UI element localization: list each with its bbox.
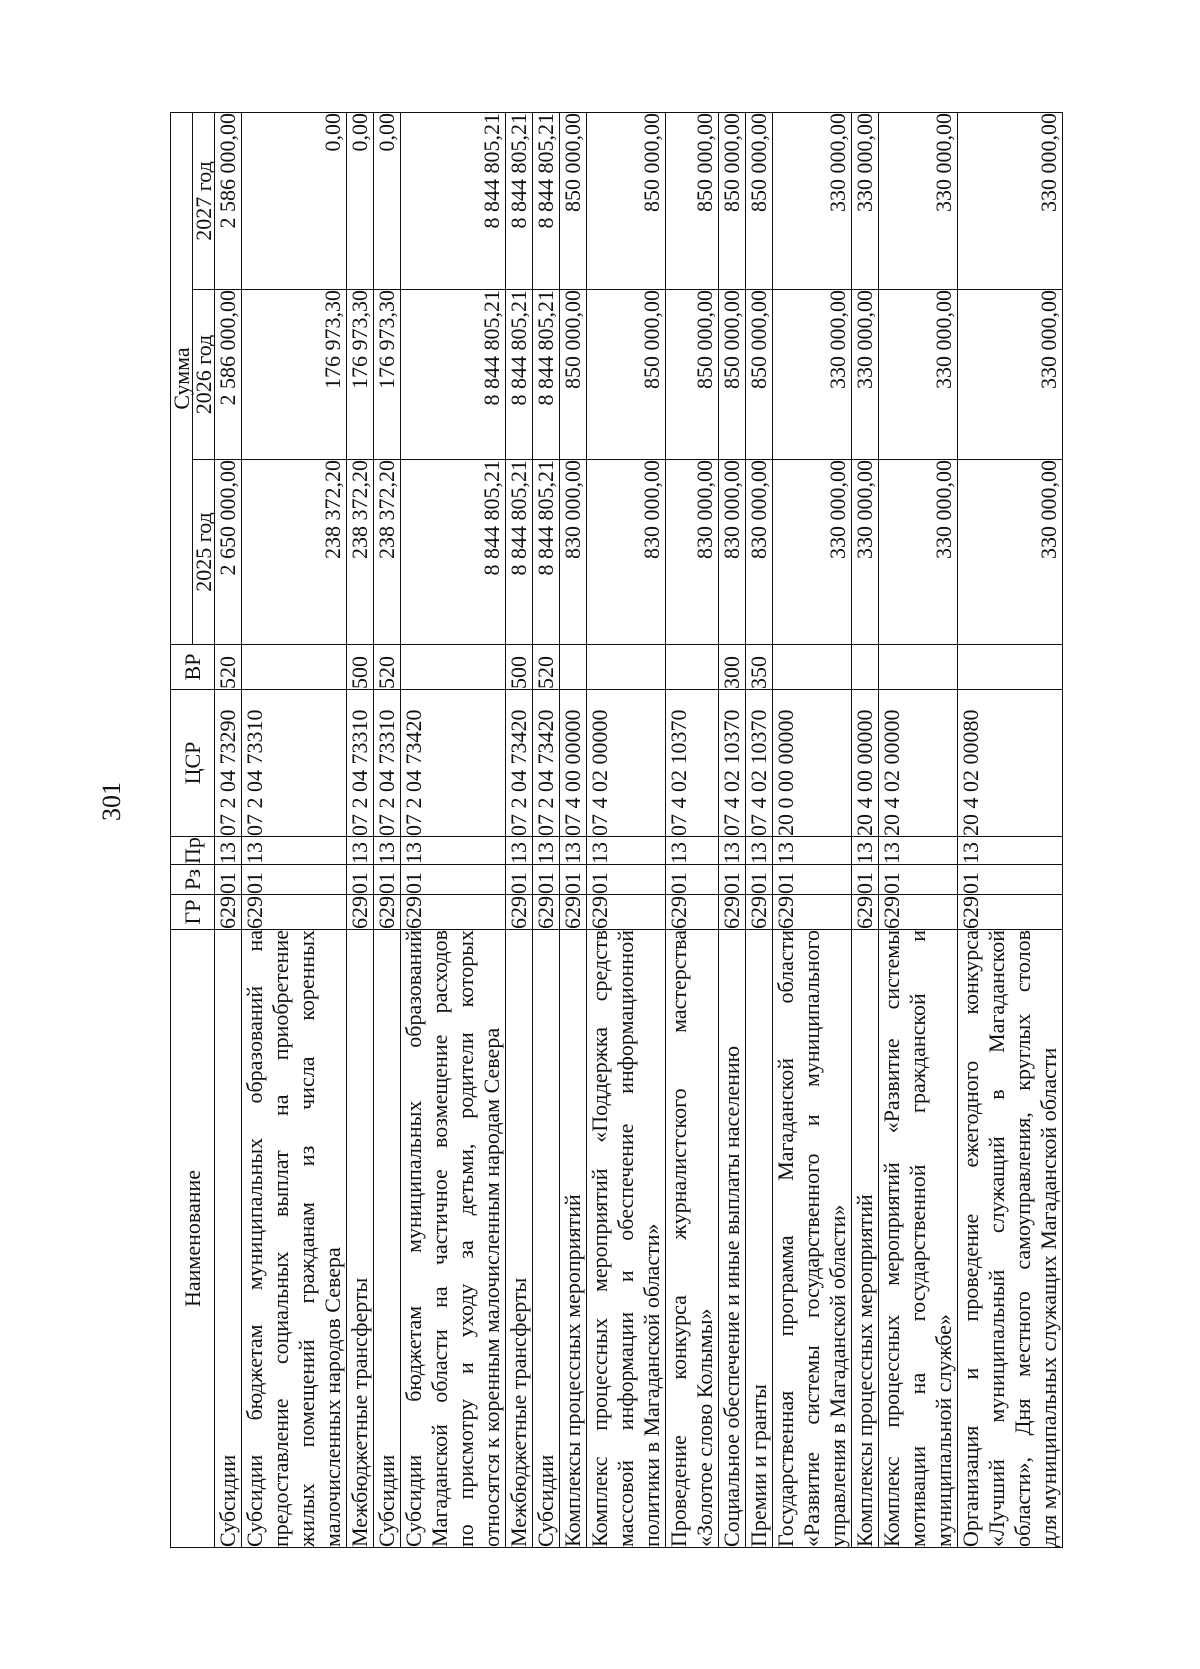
csr-cell: 20 4 02 00000 [879, 690, 958, 837]
sum-2026-cell: 330 000,00 [773, 290, 852, 460]
vr-cell [560, 645, 587, 690]
name-line: для муниципальных служащих Магаданской области [1036, 1047, 1061, 1547]
name-line: Субсидии [374, 1454, 399, 1547]
name-cell [773, 930, 852, 1548]
name-line: «Золотое слово Колымы» [692, 1308, 717, 1547]
table-row [666, 112, 719, 1547]
sum-2027-cell: 2 586 000,00 [215, 112, 242, 289]
sum-2026-cell: 330 000,00 [879, 290, 958, 460]
csr-cell: 07 4 02 10370 [666, 690, 719, 837]
header-sum: Сумма [171, 112, 193, 644]
sum-2027-cell: 330 000,00 [852, 112, 879, 289]
table-row [506, 112, 533, 1547]
table-row [533, 112, 560, 1547]
sum-2026-cell: 330 000,00 [852, 290, 879, 460]
gr-cell: 629 [215, 896, 240, 929]
sum-2026-cell: 850 000,00 [746, 290, 773, 460]
header-2026: 2026 год [193, 290, 215, 460]
name-cell [347, 930, 374, 1548]
pr-cell: 13 [347, 837, 374, 865]
name-line: политики в Магаданской области» [639, 1223, 664, 1547]
name-cell [958, 930, 1063, 1548]
name-line: Проведение конкурса журналистского мастерства [666, 930, 691, 1547]
name-line: Субсидии [215, 1454, 240, 1547]
pr-cell: 13 [852, 837, 879, 865]
sum-2027-cell: 8 844 805,21 [533, 112, 560, 289]
name-line: по присмотру и уходу за детьми, родители которых [453, 930, 478, 1547]
name-cell [587, 930, 666, 1548]
table-row [852, 112, 879, 1547]
name-line: Комплексы процессных мероприятий [852, 1194, 877, 1547]
csr-cell: 07 2 04 73310 [347, 690, 374, 837]
vr-cell [587, 645, 666, 690]
name-line: Организация и проведение ежегодного конкурса [958, 930, 983, 1547]
vr-cell [773, 645, 852, 690]
rz-cell: 01 [215, 865, 242, 895]
gr-cell: 629 [506, 896, 531, 929]
table-row [560, 112, 587, 1547]
name-line: Субсидии [533, 1454, 558, 1547]
name-line: Межбюджетные трансферты [347, 1277, 372, 1547]
sum-2025-cell: 238 372,20 [347, 460, 374, 645]
vr-cell: 520 [215, 645, 242, 690]
sum-2026-cell: 8 844 805,21 [506, 290, 533, 460]
sum-2026-cell: 2 586 000,00 [215, 290, 242, 460]
vr-cell [879, 645, 958, 690]
table-row [746, 112, 773, 1547]
sum-2027-cell: 330 000,00 [958, 112, 1063, 289]
rz-cell: 01 [879, 865, 958, 895]
table-row [242, 112, 347, 1547]
name-line: Магаданской области на частичное возмещение расходов [427, 930, 452, 1547]
gr-cell: 629 [587, 895, 666, 930]
pr-cell: 13 [719, 837, 746, 865]
gr-cell: 629 [719, 896, 744, 929]
csr-cell: 07 2 04 73420 [401, 690, 506, 837]
rz-cell: 01 [852, 865, 879, 895]
sum-2027-cell: 850 000,00 [666, 112, 719, 289]
table-header [171, 112, 215, 1547]
sum-2026-cell: 330 000,00 [958, 290, 1063, 460]
table-row [374, 112, 401, 1547]
rz-cell: 01 [242, 865, 347, 895]
name-line: жилых помещений гражданам из числа коренных [294, 930, 319, 1547]
gr-cell: 629 [958, 895, 1063, 930]
name-cell [215, 930, 242, 1548]
sum-2027-cell: 850 000,00 [746, 112, 773, 289]
name-line: «Лучший муниципальный служащий в Магаданской [984, 930, 1009, 1547]
name-line: Социальное обеспечение и иные выплаты населению [719, 1045, 744, 1547]
csr-cell: 07 2 04 73420 [506, 690, 533, 837]
pr-cell: 13 [958, 837, 1063, 865]
table-row [215, 112, 242, 1547]
name-cell [560, 930, 587, 1548]
pr-cell: 13 [666, 837, 719, 865]
gr-cell: 629 [746, 896, 771, 929]
vr-cell [242, 645, 347, 690]
name-cell [746, 930, 773, 1548]
sum-2026-cell: 850 000,00 [719, 290, 746, 460]
sum-2027-cell: 330 000,00 [773, 112, 852, 289]
name-line: «Развитие системы государственного и муниципального [799, 930, 824, 1547]
sum-2027-cell: 850 000,00 [560, 112, 587, 289]
sum-2027-cell: 330 000,00 [879, 112, 958, 289]
rz-cell: 01 [587, 865, 666, 895]
table-row [719, 112, 746, 1547]
sum-2027-cell: 0,00 [347, 112, 374, 289]
rz-cell: 01 [958, 865, 1063, 895]
name-line: управления в Магаданской области» [825, 1204, 850, 1547]
rz-cell: 01 [401, 865, 506, 895]
gr-cell: 629 [773, 895, 852, 930]
vr-cell: 350 [746, 645, 773, 690]
gr-cell: 629 [560, 896, 585, 929]
table-row [347, 112, 374, 1547]
csr-cell: 07 4 02 10370 [746, 690, 773, 837]
sum-2026-cell: 850 000,00 [560, 290, 587, 460]
gr-cell: 629 [852, 896, 877, 929]
vr-cell: 300 [719, 645, 746, 690]
name-line: Комплекс процессных мероприятий «Поддержка средств [587, 930, 612, 1547]
header-csr: ЦСР [171, 690, 215, 837]
pr-cell: 13 [506, 837, 533, 865]
name-cell [533, 930, 560, 1548]
csr-cell: 20 4 00 00000 [852, 690, 879, 837]
name-line: мотивации на государственной гражданской и [905, 930, 930, 1547]
vr-cell: 500 [506, 645, 533, 690]
csr-cell: 07 4 02 10370 [719, 690, 746, 837]
sum-2026-cell: 850 000,00 [587, 290, 666, 460]
rz-cell: 01 [506, 865, 533, 895]
name-line: Государственная программа Магаданской области [773, 930, 798, 1547]
name-cell [719, 930, 746, 1548]
sum-2025-cell: 330 000,00 [852, 460, 879, 645]
rz-cell: 01 [719, 865, 746, 895]
pr-cell: 13 [533, 837, 560, 865]
pr-cell: 13 [374, 837, 401, 865]
csr-cell: 07 2 04 73310 [374, 690, 401, 837]
name-line: муниципальной службе» [931, 1314, 956, 1547]
name-cell [879, 930, 958, 1548]
sum-2026-cell: 176 973,30 [374, 290, 401, 460]
table-row [773, 112, 852, 1547]
sum-2025-cell: 830 000,00 [719, 460, 746, 645]
table-row [879, 112, 958, 1547]
table-row [958, 112, 1063, 1547]
header-gr: ГР [171, 895, 215, 930]
pr-cell: 13 [242, 837, 347, 865]
vr-cell: 520 [374, 645, 401, 690]
header-vr: ВР [171, 645, 215, 690]
gr-cell: 629 [401, 895, 506, 930]
vr-cell: 520 [533, 645, 560, 690]
csr-cell: 20 4 02 00080 [958, 690, 1063, 837]
rz-cell: 01 [347, 865, 374, 895]
rz-cell: 01 [533, 865, 560, 895]
csr-cell: 07 4 00 00000 [560, 690, 587, 837]
header-2027: 2027 год [193, 112, 215, 289]
rz-cell: 01 [560, 865, 587, 895]
vr-cell [401, 645, 506, 690]
budget-table [170, 112, 1063, 1548]
csr-cell: 07 2 04 73310 [242, 690, 347, 837]
table-row [401, 112, 506, 1547]
name-line: предоставление социальных выплат на приобретение [268, 930, 293, 1547]
sum-2026-cell: 850 000,00 [666, 290, 719, 460]
sum-2026-cell: 8 844 805,21 [401, 290, 506, 460]
gr-cell: 629 [347, 896, 372, 929]
header-rz: Рз [171, 865, 215, 895]
name-cell [242, 930, 347, 1548]
name-line: Межбюджетные трансферты [506, 1277, 531, 1547]
header-2025: 2025 год [193, 460, 215, 645]
sum-2025-cell: 830 000,00 [560, 460, 587, 645]
sum-2025-cell: 830 000,00 [746, 460, 773, 645]
sum-2027-cell: 8 844 805,21 [506, 112, 533, 289]
pr-cell: 13 [401, 837, 506, 865]
pr-cell: 13 [746, 837, 773, 865]
pr-cell: 13 [560, 837, 587, 865]
sum-2027-cell: 850 000,00 [719, 112, 746, 289]
name-cell [852, 930, 879, 1548]
pr-cell: 13 [773, 837, 852, 865]
sum-2025-cell: 8 844 805,21 [533, 460, 560, 645]
sum-2025-cell: 830 000,00 [587, 460, 666, 645]
sum-2025-cell: 2 650 000,00 [215, 460, 242, 645]
sum-2027-cell: 0,00 [374, 112, 401, 289]
csr-cell: 20 0 00 00000 [773, 690, 852, 837]
sum-2025-cell: 238 372,20 [242, 460, 347, 645]
name-line: Субсидии бюджетам муниципальных образований [401, 930, 426, 1547]
name-line: массовой информации и обеспечение информационной [613, 930, 638, 1547]
sum-2026-cell: 8 844 805,21 [533, 290, 560, 460]
pr-cell: 13 [879, 837, 958, 865]
sum-2025-cell: 330 000,00 [773, 460, 852, 645]
page-number: 301 [97, 782, 126, 821]
name-line: относятся к коренным малочисленным народам Севера [479, 1027, 504, 1547]
table-row [587, 112, 666, 1547]
name-cell [506, 930, 533, 1548]
rz-cell: 01 [746, 865, 773, 895]
vr-cell [852, 645, 879, 690]
name-line: Комплексы процессных мероприятий [560, 1194, 585, 1547]
sum-2025-cell: 330 000,00 [879, 460, 958, 645]
rz-cell: 01 [773, 865, 852, 895]
vr-cell [666, 645, 719, 690]
gr-cell: 629 [242, 895, 347, 930]
sum-2026-cell: 176 973,30 [242, 290, 347, 460]
header-row [171, 112, 193, 1547]
name-line: области», Дня местного самоуправления, круглых столов [1010, 930, 1035, 1547]
rz-cell: 01 [374, 865, 401, 895]
name-line: малочисленных народов Севера [320, 1247, 345, 1547]
sum-2026-cell: 176 973,30 [347, 290, 374, 460]
name-cell [401, 930, 506, 1548]
name-line: Субсидии бюджетам муниципальных образований на [242, 930, 267, 1547]
name-line: Премии и гранты [746, 1384, 771, 1547]
pr-cell: 13 [215, 837, 242, 865]
sum-2025-cell: 330 000,00 [958, 460, 1063, 645]
pr-cell: 13 [587, 837, 666, 865]
header-name: Наименование [171, 930, 215, 1548]
csr-cell: 07 4 02 00000 [587, 690, 666, 837]
table-body [215, 112, 1063, 1547]
name-cell [374, 930, 401, 1548]
sum-2027-cell: 0,00 [242, 112, 347, 289]
sum-2027-cell: 850 000,00 [587, 112, 666, 289]
gr-cell: 629 [533, 896, 558, 929]
name-line: Комплекс процессных мероприятий «Развитие системы [879, 930, 904, 1547]
gr-cell: 629 [666, 895, 719, 930]
gr-cell: 629 [374, 896, 399, 929]
name-cell [666, 930, 719, 1548]
header-pr: Пр [171, 837, 215, 865]
vr-cell: 500 [347, 645, 374, 690]
sum-2025-cell: 830 000,00 [666, 460, 719, 645]
csr-cell: 07 2 04 73420 [533, 690, 560, 837]
rz-cell: 01 [666, 865, 719, 895]
csr-cell: 07 2 04 73290 [215, 690, 242, 837]
sum-2027-cell: 8 844 805,21 [401, 112, 506, 289]
sum-2025-cell: 8 844 805,21 [506, 460, 533, 645]
sum-2025-cell: 238 372,20 [374, 460, 401, 645]
vr-cell [958, 645, 1063, 690]
gr-cell: 629 [879, 895, 958, 930]
sum-2025-cell: 8 844 805,21 [401, 460, 506, 645]
